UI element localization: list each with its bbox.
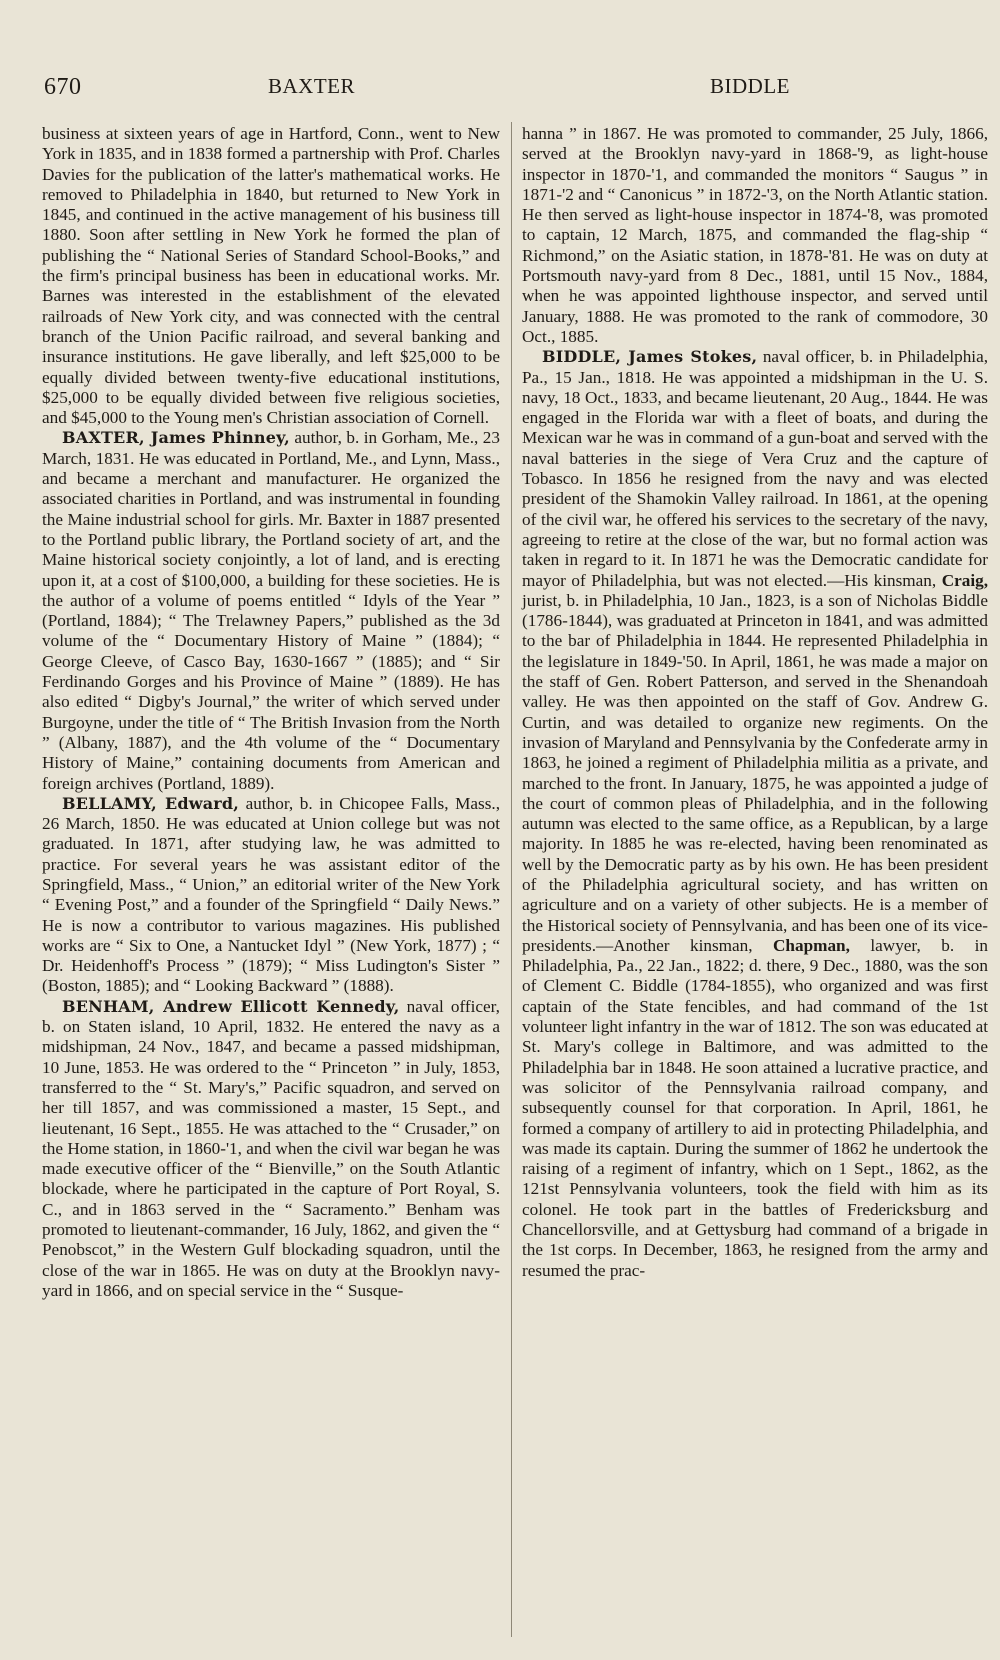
benham-entry-continued: hanna ” in 1867. He was promoted to commander, 25 July, 1866, served at the Brooklyn navy-yard in 1868-'9, as light-house inspector in 1870-'1, and commanded the monitors “ Saugus ” in 1871-'2 and “ Canonicus ” in 1872-'3, on the North Atlantic station. He then served as light-house inspector in 1874-'8, was promoted to captain, 12 March, 1875, and commanded the flag-ship “ Richmond,” on the Asiatic station, in 1878-'81. He was on duty at Portsmouth navy-yard from 8 Dec., 1881, until 15 Nov., 1884, when he was appointed lighthouse inspector, and served until January, 1888. He was promoted to the rank of commodore, 30 Oct., 1885. (522, 124, 988, 346)
barnes-entry-continued: business at sixteen years of age in Hartford, Conn., went to New York in 1835, and in 1838 formed a partnership with Prof. Charles Davies for the publication of the latter's mathematical works. He removed to Philadelphia in 1840, but returned to New York in 1845, and continued in the active management of his business till 1880. Soon after settling in New York he formed the plan of publishing the “ National Series of Standard School-Books,” and the firm's principal business has been in educational works. Mr. Barnes was interested in the establishment of the elevated railroads of New York city, and was connected with the central branch of the Union Pacific railroad, and several banking and insurance institutions. He gave liberally, and left $25,000 to be equally divided between twenty-five educational institutions, $25,000 to be equally divided between five religious societies, and $45,000 to the Young men's Christian association of Cornell. (42, 124, 500, 428)
right-column (522, 124, 988, 1281)
benham-entry (42, 997, 500, 1301)
baxter-headword: BAXTER, James Phinney, (62, 428, 290, 448)
baxter-text: author, b. in Gorham, Me., 23 March, 1831. He was educated in Portland, Me., and Lynn, Mass., and became a merchant and manufacturer. He organized the associated charities in Portland, and was instrumental in founding the Maine industrial school for girls. Mr. Baxter in 1887 presented to the Portland public library, the Portland society of art, and the Maine historical society conjointly, a lot of land, and is erecting upon it, at a cost of $100,000, a building for these societies. He is the author of a volume of poems entitled “ Idyls of the Year ” (Portland, 1884); “ The Trelawney Papers,” published as the 3d volume of the “ Documentary History of Maine ” (1884); “ George Cleeve, of Casco Bay, 1630-1667 ” (1885); and “ Sir Ferdinando Gorges and his Province of Maine ” (1889). He has also edited “ Digby's Journal,” the writer of which served under Burgoyne, under the title of “ The British Invasion from the North ” (Albany, 1887), and the 4th volume of the “ Documentary History of Maine,” containing documents from American and foreign archives (Portland, 1889). (42, 428, 500, 793)
biddle-entry (522, 347, 988, 1281)
benham-headword: BENHAM, Andrew Ellicott Kennedy, (62, 996, 400, 1016)
benham-text: naval officer, b. on Staten island, 10 April, 1832. He entered the navy as a midshipman, 24 Nov., 1847, and became a passed midshipman, 10 June, 1853. He was ordered to the “ Princeton ” in July, 1853, transferred to the “ St. Mary's,” Pacific squadron, and served on her till 1857, and was commissioned a master, 15 Sept., and lieutenant, 16 Sept., 1855. He was attached to the “ Crusader,” on the Home station, in 1860-'1, and when the civil war began he was made executive officer of the “ Bienville,” on the South Atlantic blockade, where he participated in the capture of Port Royal, S. C., and in 1863 served in the “ Sacramento.” Benham was promoted to lieutenant-commander, 16 July, 1862, and given the “ Penobscot,” in the Western Gulf blockading squadron, until the close of the war in 1865. He was on duty at the Brooklyn navy-yard in 1866, and on special service in the “ Susque- (42, 996, 500, 1300)
running-head-right: BIDDLE (710, 74, 790, 98)
running-head-left: BAXTER (268, 74, 355, 98)
chapman-name: Chapman, (773, 935, 850, 955)
bellamy-headword: BELLAMY, Edward, (62, 793, 240, 813)
baxter-entry (42, 428, 500, 793)
bellamy-text: author, b. in Chicopee Falls, Mass., 26 March, 1850. He was educated at Union college but was not graduated. In 1871, after studying law, he was admitted to practice. For several years he was assistant editor of the Springfield, Mass., “ Union,” an editorial writer of the New York “ Evening Post,” and a founder of the Springfield “ Daily News.” He is now a contributor to various magazines. His published works are “ Six to One, a Nantucket Idyl ” (New York, 1877) ; “ Dr. Heidenhoff's Process ” (1879); “ Miss Ludington's Sister ” (Boston, 1885); and “ Looking Backward ” (1888). (42, 793, 500, 996)
bellamy-entry (42, 794, 500, 997)
biddle-text-3: lawyer, b. in Philadelphia, Pa., 22 Jan., 1822; d. there, 9 Dec., 1880, was the son of Clement C. Biddle (1784-1855), who organized and was first captain of the State fencibles, and had command of the 1st volunteer light infantry in the war of 1812. The son was educated at St. Mary's college in Baltimore, and was admitted to the Philadelphia bar in 1848. He soon attained a lucrative practice, and was solicitor of the Pennsylvania railroad company, and subsequently counsel for that corporation. In April, 1861, he formed a company of artillery to aid in protecting Philadelphia, and was made its captain. During the summer of 1862 he undertook the raising of a regiment of infantry, which on 1 Sept., 1862, as the 121st Pennsylvania volunteers, took the field with him as its colonel. He took part in the battles of Fredericksburg and Chancellorsville, and at Gettysburg had command of a brigade in the 1st corps. In December, 1863, he resigned from the army and resumed the prac- (522, 935, 989, 1280)
biddle-text-1: naval officer, b. in Philadelphia, Pa., 15 Jan., 1818. He was appointed a midshipman in the U. S. navy, 18 Oct., 1833, and became lieutenant, 20 Aug., 1844. He was engaged in the Florida war with a fleet of boats, and during the Mexican war he was in command of a gun-boat and served with the naval batteries in the siege of Vera Cruz and the capture of Tobasco. In 1856 he resigned from the navy and was elected president of the Shamokin Valley railroad. In 1861, at the opening of the civil war, he offered his services to the secretary of the navy, agreeing to retire at the close of the war, but no formal action was taken in regard to it. In 1871 he was the Democratic candidate for mayor of Philadelphia, but was not elected.—His kinsman, (522, 347, 988, 590)
page-header (44, 74, 956, 104)
biddle-text-2: jurist, b. in Philadelphia, 10 Jan., 1823, is a son of Nicholas Biddle (1786-1844), was graduated at Princeton in 1841, and was admitted to the bar of Philadelphia in 1844. He represented Philadelphia in the legislature in 1849-'50. In April, 1861, he was made a major on the staff of Gen. Robert Patterson, and served in the Shenandoah valley. He was then appointed on the staff of Gov. Andrew G. Curtin, and was detailed to organize new regiments. On the invasion of Maryland and Pennsylvania by the Confederate army in 1863, he joined a regiment of Philadelphia militia as a private, and marched to the front. In January, 1875, he was appointed a judge of the court of common pleas of Philadelphia, and in the following autumn was elected to the same office, as a Republican, by a large majority. In 1885 he was re-elected, having been renominated as well by the Democratic party as by his own. He has been president of the Philadelphia agricultural society, and has written on agriculture and on a variety of other subjects. He is a member of the Historical society of Pennsylvania, and has been one of its vice-presidents.—Another kinsman, (522, 590, 988, 955)
left-column (42, 124, 500, 1301)
craig-name: Craig, (941, 570, 988, 590)
column-divider (511, 122, 512, 1637)
biddle-headword: BIDDLE, James Stokes, (542, 347, 758, 367)
page-number: 670 (44, 74, 82, 100)
